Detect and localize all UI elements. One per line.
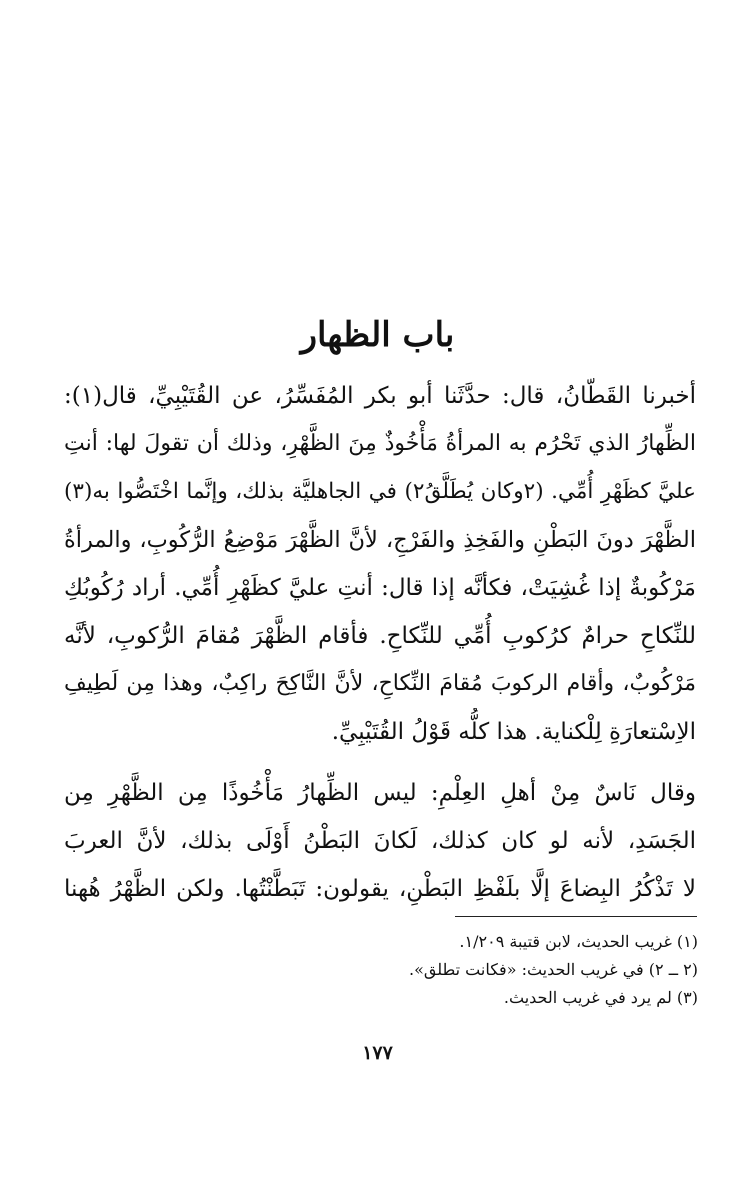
text-line: الظِّهارُ الذي تَحْرُم به المرأةُ مَأْخُوذٌ مِنَ الظَّهْرِ، وذلك أن تقولَ لها: أنتِ [64, 431, 696, 456]
text-line: الظَّهْرَ دونَ البَطْنِ والفَخِذِ والفَرْجِ، لأنَّ الظَّهْرَ مَوْضِعُ الرُّكُوبِ، والمرأةُ [64, 527, 696, 553]
text-line: مَرْكُوبةٌ إذا غُشِيَتْ، فكأنَّه إذا قال: أنتِ عليَّ كظَهْرِ أُمِّي. أراد رُكُوبُكِ [64, 575, 696, 601]
footnote-divider [455, 916, 697, 917]
page-number: ١٧٧ [362, 1042, 393, 1064]
paragraph-2 [64, 769, 696, 913]
text-line: الاِسْتعارَةِ لِلْكناية. هذا كلُّه قَوْلُ القُتَيْبِيِّ. [331, 719, 696, 745]
footnote: (١) غريب الحديث، لابن قتيبة ١/٢٠٩. [459, 932, 698, 951]
text-line: للنِّكاحِ حرامٌ كرُكوبِ أُمِّي للنِّكاحِ. فأقام الظَّهْرَ مُقامَ الرُّكوبِ، لأنَّه [64, 623, 696, 649]
text-line: أخبرنا القَطّانُ، قال: حدَّثَنا أبو بكر المُفَسِّرُ، عن القُتَيْبِيِّ، قال(١): [64, 383, 696, 409]
footnote: (٣) لم يرد في غريب الحديث. [503, 988, 698, 1007]
chapter-title: باب الظهار [300, 315, 455, 355]
text-line: الجَسَدِ، لأنه لو كان كذلك، لَكانَ البَطْنُ أَوْلَى بذلك، لأنَّ العربَ [64, 828, 696, 854]
text-line: لا تَذْكُرُ البِضاعَ إلَّا بلَفْظِ البَطْنِ، يقولون: تَبَطَّنْتُها. ولكن الظَّهْرُ هُهنا [64, 876, 696, 902]
text-line: مَرْكُوبٌ، وأقام الركوبَ مُقامَ النِّكاحِ، لأنَّ النَّاكِحَ راكِبٌ، وهذا مِن لَطِيفِ [64, 671, 696, 696]
paragraph-1 [64, 372, 696, 756]
text-line: وقال نَاسٌ مِنْ أهلِ العِلْمِ: ليس الظِّهارُ مَأْخُوذًا مِن الظَّهْرِ مِن [64, 780, 696, 806]
text-line: عليَّ كظَهْرِ أُمِّي. (٢وكان يُطَلَّقُ٢) في الجاهليَّة بذلك، وإنَّما اخْتَصُّوا به(٣) [64, 479, 696, 504]
footnote: (٢ ــ ٢) في غريب الحديث: «فكانت تطلق». [408, 960, 698, 979]
footnotes [64, 928, 698, 1012]
